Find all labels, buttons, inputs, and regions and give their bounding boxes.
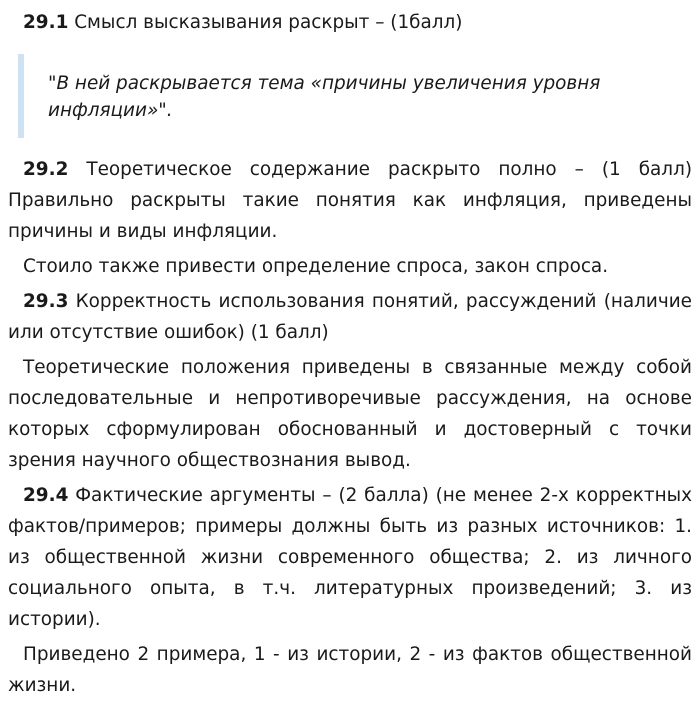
criterion-text: Смысл высказывания раскрыт – (1балл)	[68, 12, 463, 33]
criterion-number: 29.4	[23, 485, 69, 506]
theory-note: Теоретические положения приведены в связанные между собой последовательные и непротиворечивые рассуждения, на основе которых сформулирован обоснованный и достоверный с точки зрения научного обществознания вывод.	[8, 357, 692, 471]
criterion-text: Фактические аргументы – (2 балла) (не менее 2-х корректных фактов/примеров; примеры должны быть из разных источников: 1. из общественной жизни современного общества; 2. из личного социального опыта, в т.ч. литературных произведений; 3. из истории).	[8, 485, 692, 630]
definition-note: Стоило также привести определение спроса, закон спроса.	[23, 256, 609, 277]
criterion-text: Теоретическое содержание раскрыто полно – (1 балл) Правильно раскрыты такие понятия как инфляция, приведены причины и виды инфляции.	[8, 159, 692, 242]
body-text	[8, 154, 692, 701]
examples-note: Приведено 2 примера, 1 - из истории, 2 - из фактов общественной жизни.	[8, 644, 692, 696]
quote-text: "В ней раскрывается тема «причины увеличения уровня инфляции»".	[48, 73, 601, 121]
criterion-text: Корректность использования понятий, рассуждений (наличие или отсутствие ошибок) (1 балл)	[8, 291, 692, 343]
blockquote	[18, 54, 678, 138]
criterion-number: 29.1	[23, 12, 69, 33]
criterion-number: 29.3	[23, 291, 69, 312]
criterion-29-1	[8, 7, 692, 38]
criterion-29-4	[8, 480, 692, 635]
criterion-number: 29.2	[23, 159, 69, 180]
criterion-29-2	[8, 154, 692, 247]
criterion-29-3	[8, 286, 692, 348]
